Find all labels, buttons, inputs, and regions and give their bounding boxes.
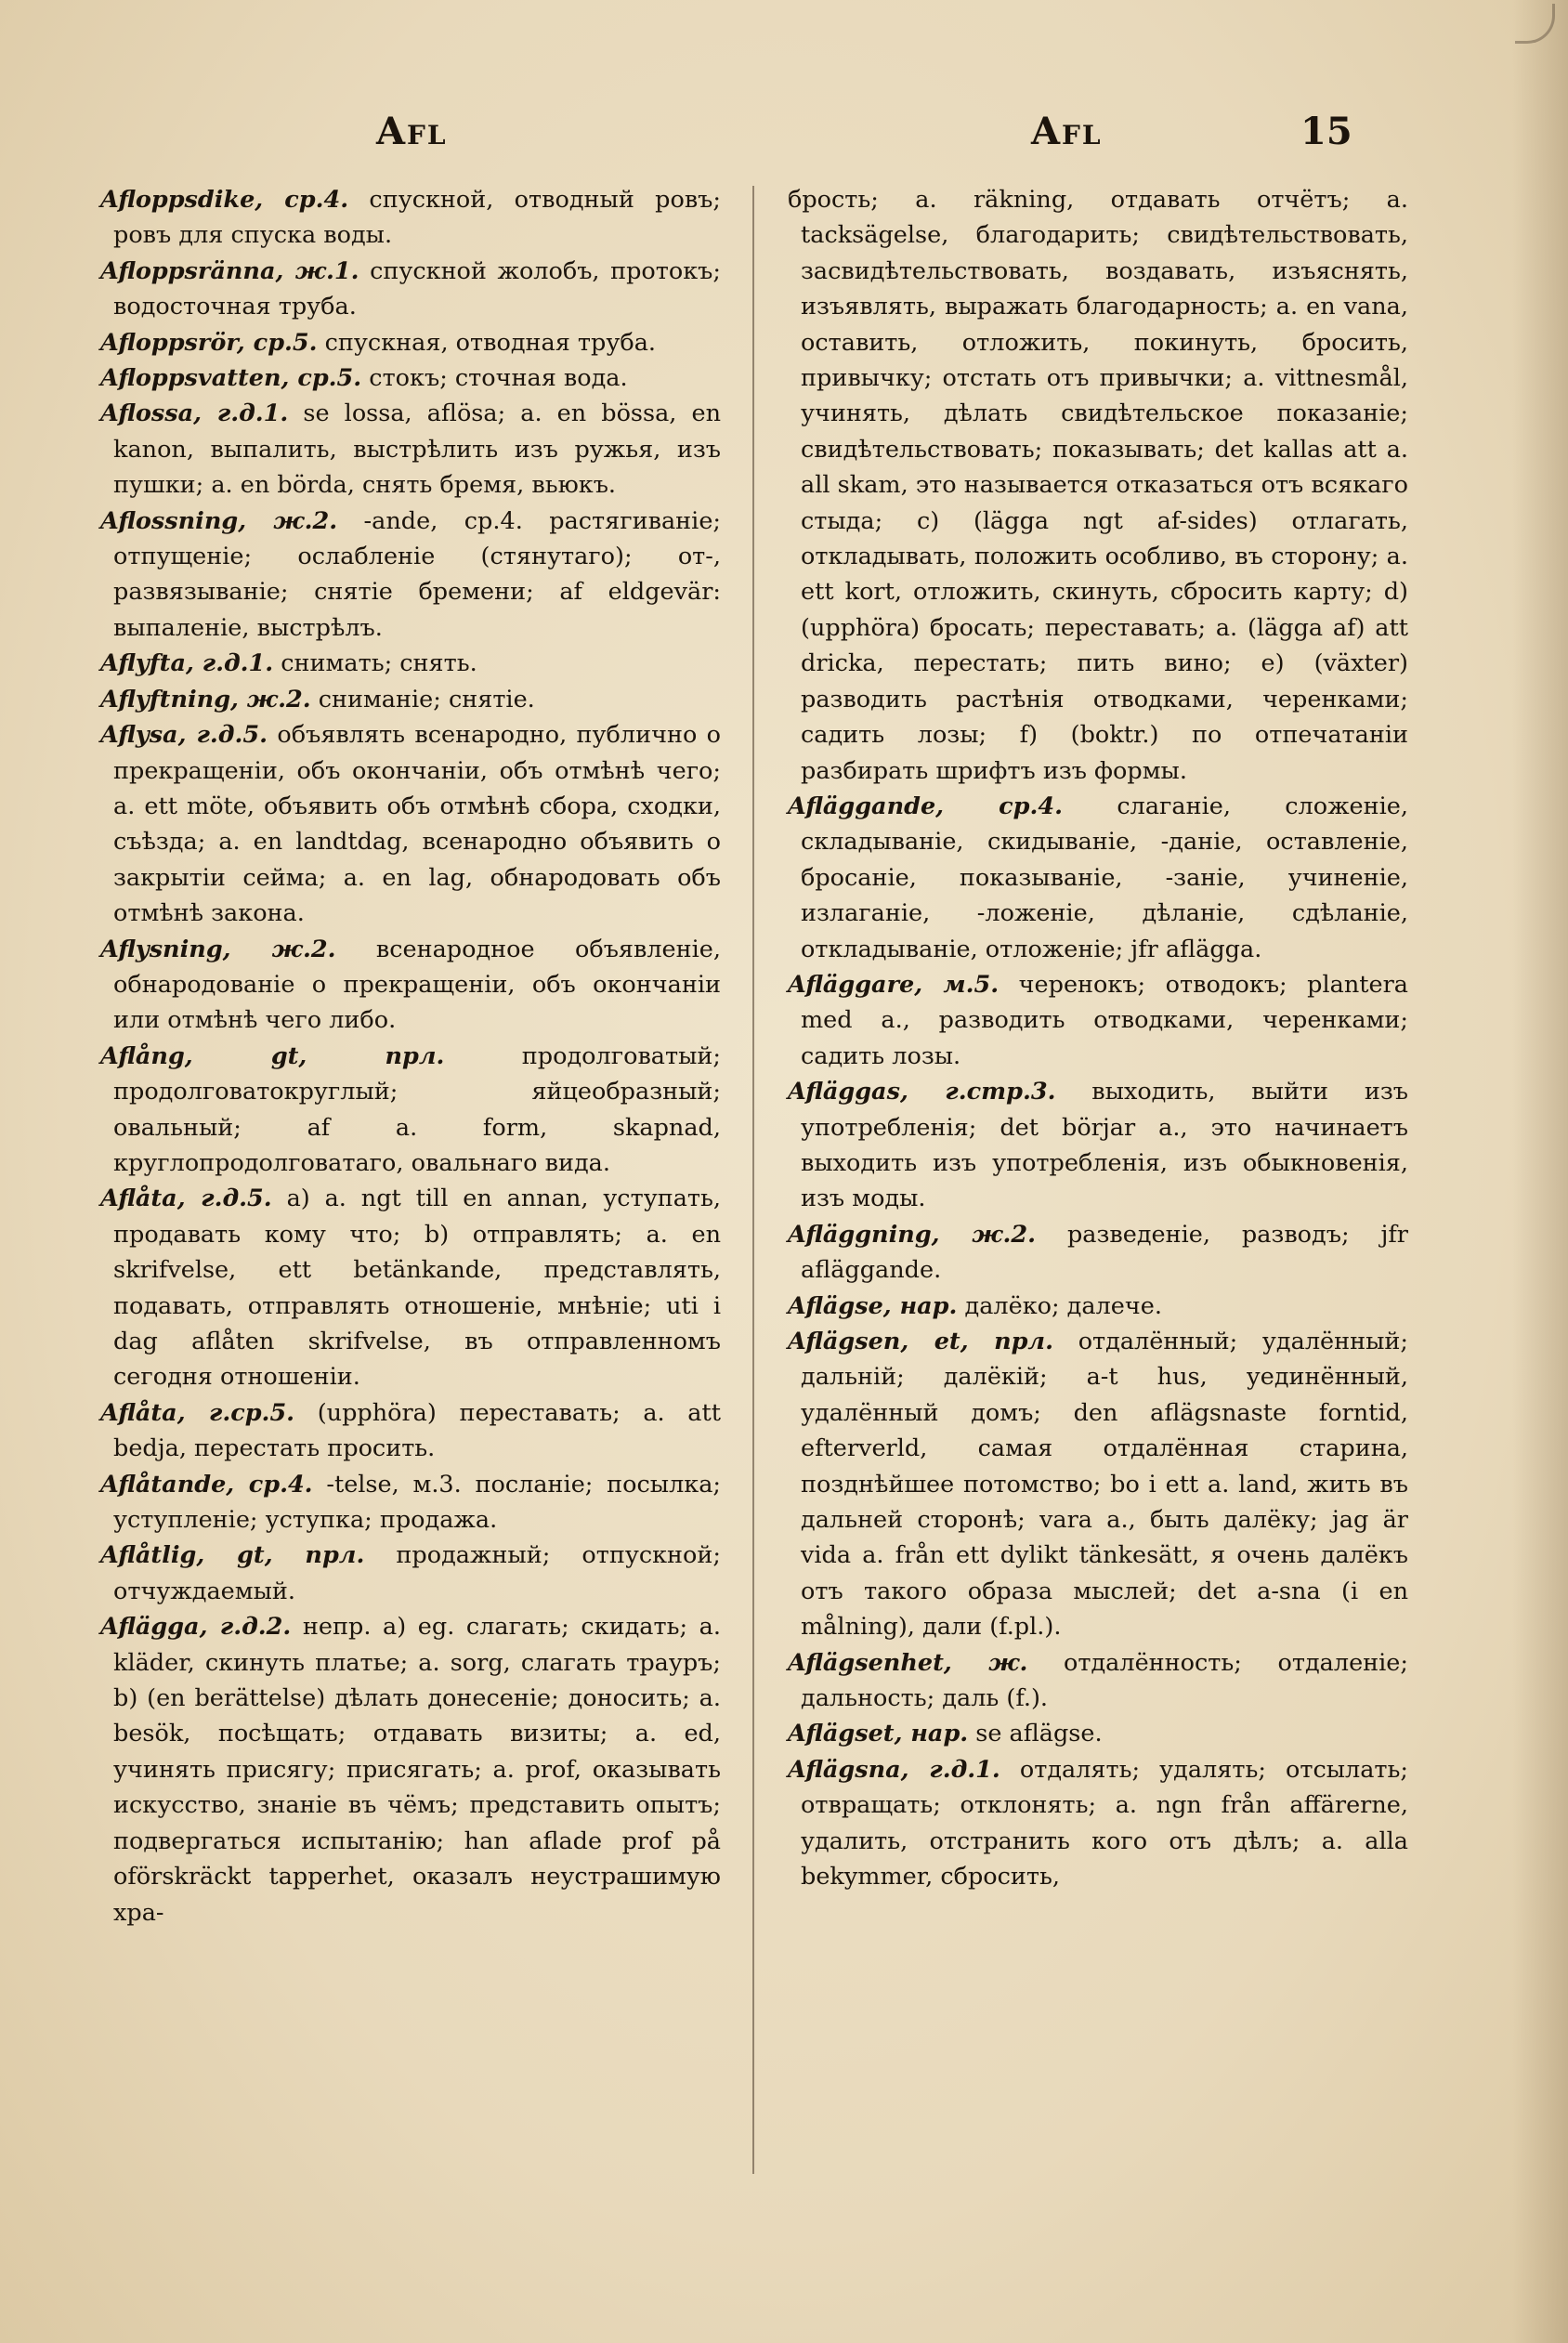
entry-definition: se lossa, aflösa; a. en bössa, en kanon, выпалить, выстрѣлить изъ ружья, изъ пушки; a. en börda, снять бремя, вьюкъ. xyxy=(113,399,722,500)
dictionary-entry xyxy=(100,254,721,325)
entry-definition: слаганіе, сложеніе, складываніе, скидываніе, -даніе, оставленіе, бросаніе, показываніе, -заніе, учиненіе, излаганіе, -ложеніе, дѣланіе, сдѣланіе, откладываніе, отложеніе; jfr aflägga. xyxy=(801,792,1408,963)
entry-definition: продолговатый; продолговатокруглый; яйцеобразный; овальный; af a. form, skapnad, круглопродолговатаго, овальнаго вида. xyxy=(113,1041,721,1177)
dictionary-entry xyxy=(100,396,721,503)
dictionary-entry xyxy=(100,1395,721,1467)
entry-headword: Aflägsna, г.д.1. xyxy=(788,1755,1000,1784)
entry-headword: Afläggning, ж.2. xyxy=(788,1220,1037,1249)
entry-headword: Afloppsränna, ж.1. xyxy=(100,256,359,285)
entry-headword: Afläggas, г.стр.3. xyxy=(788,1078,1056,1106)
dictionary-entry xyxy=(100,1467,721,1538)
dictionary-entry xyxy=(788,1074,1408,1217)
entry-headword: Afloppsdike, ср.4. xyxy=(100,186,349,214)
entry-headword: Aflysa, г.д.5. xyxy=(100,721,268,750)
dictionary-entry xyxy=(100,1039,721,1182)
dictionary-entry xyxy=(788,1716,1408,1751)
dictionary-entry xyxy=(788,1752,1408,1895)
entry-definition: стокъ; сточная вода. xyxy=(361,364,628,393)
dictionary-entry xyxy=(100,646,721,681)
entry-headword: Afläggare, м.5. xyxy=(788,970,1000,999)
entry-definition: сниманіе; снятіе. xyxy=(310,685,535,713)
entry-definition: выходить, выйти изъ употребленія; det börjar a., это начинаетъ выходить изъ употребленія, изъ обыкновенія, изъ моды. xyxy=(801,1078,1408,1213)
entry-definition: черенокъ; отводокъ; plantera med a., разводить отводками, черенками; садить лозы. xyxy=(801,970,1408,1070)
entry-definition: снимать; снять. xyxy=(273,649,477,678)
entry-definition: отдалять; удалять; отсылать; отвращать; отклонять; a. ngn från affärerne, удалить, отстранить кого отъ дѣлъ; a. alla bekymmer, сбросить, xyxy=(801,1755,1409,1891)
dictionary-entry xyxy=(788,967,1408,1074)
entry-definition: объявлять всенародно, публично о прекращеніи, объ окончаніи, объ отмѣнѣ чего; a. ett möte, объявить объ отмѣнѣ сбора, сходки, съѣзда; a. en landtdag, всенародно объявить о закрытіи сейма; a. en lag, обнародовать объ отмѣнѣ закона. xyxy=(113,721,722,928)
entry-definition: брость; a. räkning, отдавать отчётъ; a. tacksägelse, благодарить; свидѣтельствовать, засвидѣтельствовать, воздавать, изъяснять, изъявлять, выражать благодарность; a. en vana, оставить, отложить, покинуть, бросить, привычку; отстать отъ привычки; a. vittnesmål, учинять, дѣлать свидѣтельское показаніе; свидѣтельствовать; показывать; det kallas att a. all skam, это называется отказаться отъ всякаго стыда; c) (lägga ngt af-sides) отлагать, откладывать, положить особливо, въ сторону; a. ett kort, отложить, скинуть, сбросить карту; d) (upphöra) бросать; переставать; a. (lägga af) att dricka, перестать; пить вино; e) (växter) разводить растѣнія отводками, черенками; садить лозы; f) (boktr.) по отпечатаніи разбирать шрифтъ изъ формы. xyxy=(788,186,1408,785)
right-running-head: Afl xyxy=(1031,110,1103,153)
entry-headword: Aflossa, г.д.1. xyxy=(100,399,289,428)
entry-definition: отдалённый; удалённый; дальній; далёкій; a-t hus, уединённый, удалённый домъ; den aflägsnaste forntid, efterverld, самая отдалённая старина, позднѣйшее потомство; bo i ett a. land, жить въ дальней сторонѣ; vara a., быть далёку; jag är vida a. från ett dylikt tänkesätt, я очень далёкъ отъ такого образа мыслей; det a-sna (i en målning), дали (f.pl.). xyxy=(801,1328,1408,1642)
dictionary-entry xyxy=(788,789,1408,967)
dictionary-entry xyxy=(788,182,1408,789)
entry-headword: Aflyftning, ж.2. xyxy=(100,685,311,713)
dictionary-entry xyxy=(788,1324,1408,1645)
dictionary-entry xyxy=(100,682,721,717)
dictionary-entry xyxy=(100,1609,721,1931)
entry-headword: Afloppsrör, ср.5. xyxy=(100,328,318,357)
entry-definition: отдалённость; отдаленіе; дальность; даль (f.). xyxy=(801,1648,1408,1713)
entry-headword: Aflägset, нар. xyxy=(788,1720,969,1748)
entry-definition: (upphöra) переставать; a. att bedja, перестать просить. xyxy=(113,1398,721,1463)
entry-headword: Aflägsen, et, прл. xyxy=(788,1328,1053,1355)
entry-headword: Aflossning, ж.2. xyxy=(100,506,338,535)
dictionary-entry xyxy=(788,1217,1408,1289)
entry-headword: Aflysning, ж.2. xyxy=(100,935,336,963)
running-header xyxy=(0,110,1568,165)
entry-headword: Aflåtande, ср.4. xyxy=(100,1470,313,1499)
entry-definition: всенародное объявленіе, обнародованіе о прекращеніи, объ окончаніи или отмѣнѣ чего либо. xyxy=(113,935,722,1035)
entry-headword: Afläggande, ср.4. xyxy=(788,792,1064,820)
entry-headword: Aflägga, г.д.2. xyxy=(100,1613,292,1642)
entry-headword: Aflägse, нар. xyxy=(788,1291,958,1320)
right-column xyxy=(788,182,1408,1895)
dictionary-entry xyxy=(788,1645,1408,1717)
entry-definition: далёко; далече. xyxy=(957,1291,1162,1320)
dictionary-entry xyxy=(100,504,721,647)
entry-definition: разведеніе, разводъ; jfr afläggande. xyxy=(801,1220,1408,1285)
entry-headword: Aflägsenhet, ж. xyxy=(788,1648,1028,1677)
left-running-head: Afl xyxy=(376,110,448,153)
entry-headword: Afloppsvatten, ср.5. xyxy=(100,364,362,393)
dictionary-entry xyxy=(100,1538,721,1609)
page-number: 15 xyxy=(1300,110,1352,153)
dictionary-entry xyxy=(100,182,721,254)
entry-headword: Aflåta, г.ср.5. xyxy=(100,1398,295,1427)
entry-definition: продажный; отпускной; отчуждаемый. xyxy=(113,1541,721,1605)
entry-definition: -telse, м.3. посланіе; посылка; уступленіе; уступка; продажа. xyxy=(113,1470,721,1535)
column-rule xyxy=(752,186,754,2174)
dictionary-entry xyxy=(100,932,721,1039)
dictionary-entry xyxy=(788,1289,1408,1324)
entry-headword: Aflåtlig, gt, прл. xyxy=(100,1541,365,1570)
entry-definition: спускной жолобъ, протокъ; водосточная труба. xyxy=(113,256,721,321)
page-edge-shadow xyxy=(1512,0,1568,2343)
entry-definition: se aflägse. xyxy=(968,1720,1103,1748)
entry-headword: Aflång, gt, прл. xyxy=(100,1041,445,1070)
entry-definition: спускной, отводный ровъ; ровъ для спуска воды. xyxy=(113,186,721,250)
entry-definition: непр. a) eg. слагать; скидать; a. kläder, скинуть платье; a. sorg, слагать трауръ; b) (en berättelse) дѣлать донесеніе; доносить; a. besök, посѣщать; отдавать визиты; a. ed, учинять присягу; присягать; a. prof, оказывать искусство, знаніе въ чёмъ; представить опытъ; подвергаться испытанію; han aflade prof på oförskräckt tapperhet, оказалъ неустрашимую хра- xyxy=(113,1613,721,1927)
entry-definition: спускная, отводная труба. xyxy=(317,328,657,357)
left-column xyxy=(100,182,721,1931)
dictionary-entry xyxy=(100,360,721,396)
dictionary-entry xyxy=(100,717,721,931)
entry-headword: Aflyfta, г.д.1. xyxy=(100,649,274,678)
dictionary-entry xyxy=(100,1181,721,1394)
entry-definition: a) a. ngt till en annan, уступать, продавать кому что; b) отправлять; a. en skrifvelse, ett betänkande, представлять, подавать, отправлять отношеніе, мнѣніе; uti i dag aflåten skrifvelse, въ отправленномъ сегодня отношеніи. xyxy=(113,1185,721,1392)
dictionary-entry xyxy=(100,325,721,360)
entry-definition: -ande, ср.4. растягиваніе; отпущеніе; ослабленіе (стянутаго); от-, развязываніе; снятіе бремени; af eldgevär: выпаленіе, выстрѣлъ. xyxy=(113,506,721,642)
entry-headword: Aflåta, г.д.5. xyxy=(100,1185,272,1213)
